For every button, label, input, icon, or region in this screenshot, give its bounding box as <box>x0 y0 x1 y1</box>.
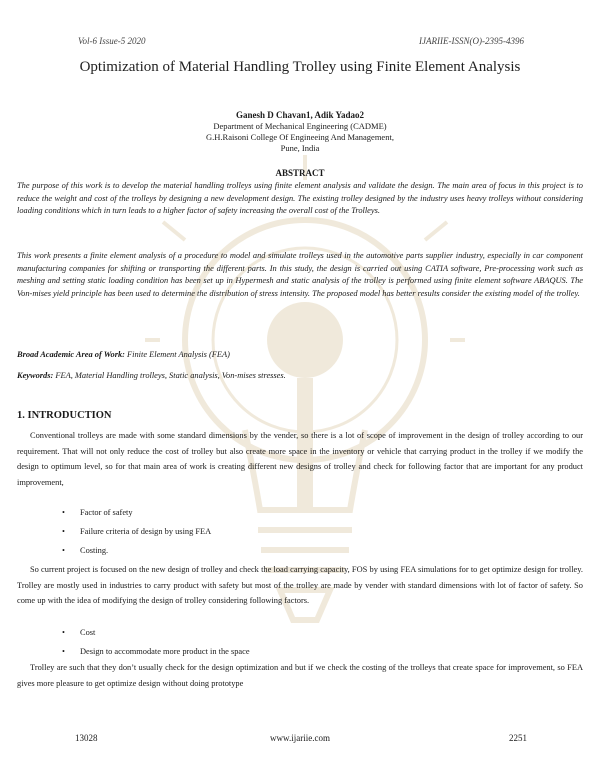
affiliation <box>60 121 540 154</box>
paper-title: Optimization of Material Handling Trolley using Finite Element Analysis <box>79 59 521 75</box>
list-item: • Factor of safety <box>62 505 211 521</box>
academic-area <box>17 350 583 359</box>
journal-volume: Vol-6 Issue-5 2020 <box>78 36 146 46</box>
academic-area-label: Broad Academic Area of Work: <box>17 350 125 359</box>
list-item: • Cost <box>62 625 250 641</box>
intro-paragraph: Conventional trolleys are made with some standard dimensions by the vender, so there is a lot of scope of improvement in the design of trolley according to our requirement. That will not only reduce the cost of trolley but also create more space in the inventory or vehicle that carrying product in the trolley if we modify the design to optimum level, so for that main area of work is creating different new designs of trolley and check for following factor that are important for any product improvement, <box>17 431 583 487</box>
footer-paper-id: 13028 <box>75 733 98 743</box>
list-item: • Design to accommodate more product in the space <box>62 644 250 660</box>
abstract-heading: ABSTRACT <box>275 168 325 178</box>
keywords-label: Keywords: <box>17 371 54 380</box>
abstract-paragraph: This work presents a finite element analysis of a procedure to model and simulate trolleys used in the automotive parts supplier industry, especially in car component manufacturing companies for shifting or transporting the different parts. In this study, the design is carried out using CATIA software, Pre-processing work such as meshing and setting static loading condition has been set up in Hypermesh and static analysis of the trolley is performed using finite element software ABAQUS. The Von-mises yield principle has been used to determine the distribution of stress intensity. The proposed model has better results consider the existing model of the trolley. <box>17 251 583 298</box>
list-item: • Costing. <box>62 543 211 559</box>
intro-paragraph: Trolley are such that they don’t usually check for the design optimization and but if we check the costing of the trolleys that create space for improvement, so FEA gives more pleasure to get optimize design without doing prototype <box>17 663 583 688</box>
paper-authors: Ganesh D Chavan1, Adik Yadao2 <box>236 110 364 120</box>
abstract-paragraph: The purpose of this work is to develop the material handling trolleys using finite element analysis and validate the design. The main area of focus in this project is to reduce the weight and cost of the trolleys by designing a new development design. The existing trolley designed by the industry uses heavy trolleys without considering loading conditions which in turn leads to a higher factor of safety increasing the overall cost of the Trolleys. <box>17 181 583 216</box>
affiliation-line: G.H.Raisoni College Of Engineeing And Management, <box>206 132 394 142</box>
footer-page-number: 2251 <box>509 733 527 743</box>
journal-issn: IJARIIE-ISSN(O)-2395-4396 <box>419 36 524 46</box>
keywords-value: FEA, Material Handling trolleys, Static analysis, Von-mises stresses. <box>53 371 286 380</box>
footer-website: www.ijariie.com <box>270 733 330 743</box>
affiliation-line: Pune, India <box>280 143 320 153</box>
factor-list <box>62 625 250 663</box>
affiliation-line: Department of Mechanical Engineering (CADME) <box>213 121 387 131</box>
academic-area-value: Finite Element Analysis (FEA) <box>124 350 230 359</box>
intro-paragraph: So current project is focused on the new design of trolley and check the load carrying capacity, FOS by using FEA simulations for to get optimize design for trolley. Trolley are mostly used in industries to carry product with safety but most of the trolley are made by vender with standard dimensions with lot of factor of safety. So come up with the idea of modifying the design of trolley considering following factors. <box>17 565 583 605</box>
factor-list <box>62 505 211 562</box>
keywords <box>17 371 583 380</box>
section-heading-introduction: 1. INTRODUCTION <box>17 410 112 421</box>
list-item: • Failure criteria of design by using FEA <box>62 524 211 540</box>
